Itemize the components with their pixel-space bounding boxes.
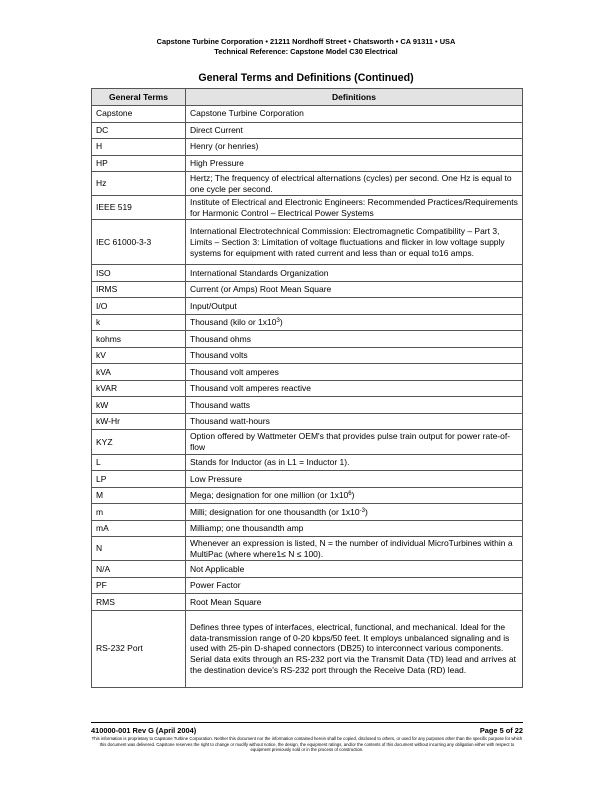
col-header-term: General Terms [92, 89, 186, 106]
term-cell: m [92, 504, 186, 521]
footer-page-number: Page 5 of 22 [479, 726, 523, 735]
footer-doc-id: 410000-001 Rev G (April 2004) [91, 726, 197, 735]
table-row [92, 430, 523, 454]
term-cell: L [92, 454, 186, 471]
term-cell: kV [92, 347, 186, 364]
definition-cell: Thousand watts [186, 397, 523, 414]
definition-cell: Direct Current [186, 122, 523, 139]
table-row [92, 139, 523, 156]
definition-cell: International Electrotechnical Commission: Electromagnetic Compatibility – Part 3, Limits – Section 3: Limitation of voltage fluctuations and flicker in low voltage supply systems for equipment with rated current and less than or equal to16 amps. [186, 220, 523, 265]
definition-exponent: 3 [276, 318, 280, 325]
term-cell: RMS [92, 594, 186, 611]
table-row [92, 196, 523, 220]
table-row [92, 106, 523, 123]
term-cell: IRMS [92, 281, 186, 298]
table-row [92, 265, 523, 282]
term-cell: kVA [92, 364, 186, 381]
term-cell: kW [92, 397, 186, 414]
table-row [92, 537, 523, 561]
table-row [92, 281, 523, 298]
definition-text: Milli; designation for one thousandth (or 1x10 [190, 506, 360, 517]
table-row [92, 413, 523, 430]
header-doc-title: Technical Reference: Capstone Model C30 Electrical [214, 46, 398, 56]
definition-cell: Not Applicable [186, 561, 523, 578]
term-cell: Hz [92, 172, 186, 196]
table-title: General Terms and Definitions (Continued) [198, 72, 414, 84]
term-cell: IEC 61000-3-3 [92, 220, 186, 265]
term-cell: DC [92, 122, 186, 139]
definition-cell: Thousand watt-hours [186, 413, 523, 430]
definition-cell: Defines three types of interfaces, electrical, functional, and mechanical. Ideal for the data-transmission range of 0-20 kbps/50 feet. It employs unbalanced signaling and is used with 25-pin D-shaped connectors (DB25) to interconnect various components. Serial data exits through an RS-232 port via the Transmit Data (TD) lead and arrives at the destination device's RS-232 port through the Receive Data (RD) lead. [186, 610, 523, 687]
definition-cell [186, 504, 523, 521]
definition-cell: Institute of Electrical and Electronic Engineers: Recommended Practices/Requirements for Harmonic Control – Electrical Power Systems [186, 196, 523, 220]
term-cell: N [92, 537, 186, 561]
definition-text-end: ) [364, 506, 368, 517]
term-cell: mA [92, 520, 186, 537]
term-cell: HP [92, 155, 186, 172]
term-cell: kVAR [92, 380, 186, 397]
table-row [92, 380, 523, 397]
definition-cell: Whenever an expression is listed, N = the number of individual MicroTurbines within a MultiPac (where where1≤ N ≤ 100). [186, 537, 523, 561]
definition-cell: Current (or Amps) Root Mean Square [186, 281, 523, 298]
definition-cell: International Standards Organization [186, 265, 523, 282]
definition-cell: Stands for Inductor (as in L1 = Inductor 1). [186, 454, 523, 471]
table-row [92, 577, 523, 594]
definition-text: Mega; designation for one million (or 1x10 [190, 490, 349, 501]
term-cell: kW-Hr [92, 413, 186, 430]
definition-cell: Thousand volt amperes [186, 364, 523, 381]
table-row [92, 594, 523, 611]
table-row [92, 364, 523, 381]
term-cell: kohms [92, 331, 186, 348]
footer-disclaimer: This information is proprietary to Capstone Turbine Corporation. Neither this document nor the information contained herein shall be copied, disclosed to others, or used for any purposes other than the specific purpose for which this document was delivered. Capstone reserves the right to change or modify without notice, the design, the equipment ratings, and/or the contents of this document without incurring any obligation either with respect to equipment previously sold or in the process of construction. [91, 736, 523, 753]
col-header-definition: Definitions [186, 89, 523, 106]
definition-cell: Thousand ohms [186, 331, 523, 348]
term-cell: k [92, 314, 186, 331]
definition-cell: Thousand volt amperes reactive [186, 380, 523, 397]
definition-text-end: ) [279, 317, 283, 328]
term-cell: KYZ [92, 430, 186, 454]
definition-cell: Milliamp; one thousandth amp [186, 520, 523, 537]
table-row [92, 314, 523, 331]
definition-cell: Low Pressure [186, 471, 523, 488]
footer-divider [91, 722, 523, 723]
table-row [92, 331, 523, 348]
table-row [92, 298, 523, 315]
table-row [92, 504, 523, 521]
definition-cell: Thousand volts [186, 347, 523, 364]
term-cell: M [92, 487, 186, 504]
table-row [92, 520, 523, 537]
definition-cell [186, 314, 523, 331]
table-row [92, 347, 523, 364]
table-row [92, 220, 523, 265]
term-cell: Capstone [92, 106, 186, 123]
definition-cell: Capstone Turbine Corporation [186, 106, 523, 123]
term-cell: N/A [92, 561, 186, 578]
definition-exponent: -3 [359, 507, 365, 514]
definition-cell: Henry (or henries) [186, 139, 523, 156]
page-header [0, 37, 612, 56]
term-cell: H [92, 139, 186, 156]
table-body [92, 106, 523, 688]
definition-cell: Power Factor [186, 577, 523, 594]
table-header-row [92, 89, 523, 106]
definition-cell: High Pressure [186, 155, 523, 172]
table-row [92, 122, 523, 139]
term-cell: PF [92, 577, 186, 594]
definition-cell: Hertz; The frequency of electrical alternations (cycles) per second. One Hz is equal to one cycle per second. [186, 172, 523, 196]
term-cell: ISO [92, 265, 186, 282]
definition-cell: Root Mean Square [186, 594, 523, 611]
definition-text-end: ) [351, 490, 355, 501]
term-cell: IEEE 519 [92, 196, 186, 220]
table-row [92, 610, 523, 687]
table-row [92, 172, 523, 196]
table-row [92, 487, 523, 504]
definition-text: Thousand (kilo or 1x10 [190, 317, 277, 328]
terms-table [91, 88, 523, 688]
table-row [92, 454, 523, 471]
term-cell: LP [92, 471, 186, 488]
term-cell: I/O [92, 298, 186, 315]
definition-cell: Option offered by Wattmeter OEM's that provides pulse train output for power rate-of-flow [186, 430, 523, 454]
header-company-line: Capstone Turbine Corporation • 21211 Nordhoff Street • Chatsworth • CA 91311 • USA [156, 37, 456, 46]
table-row [92, 155, 523, 172]
definition-exponent: 6 [348, 491, 352, 498]
table-row [92, 561, 523, 578]
term-cell: RS-232 Port [92, 610, 186, 687]
table-row [92, 397, 523, 414]
table-row [92, 471, 523, 488]
definition-cell: Input/Output [186, 298, 523, 315]
definition-cell [186, 487, 523, 504]
